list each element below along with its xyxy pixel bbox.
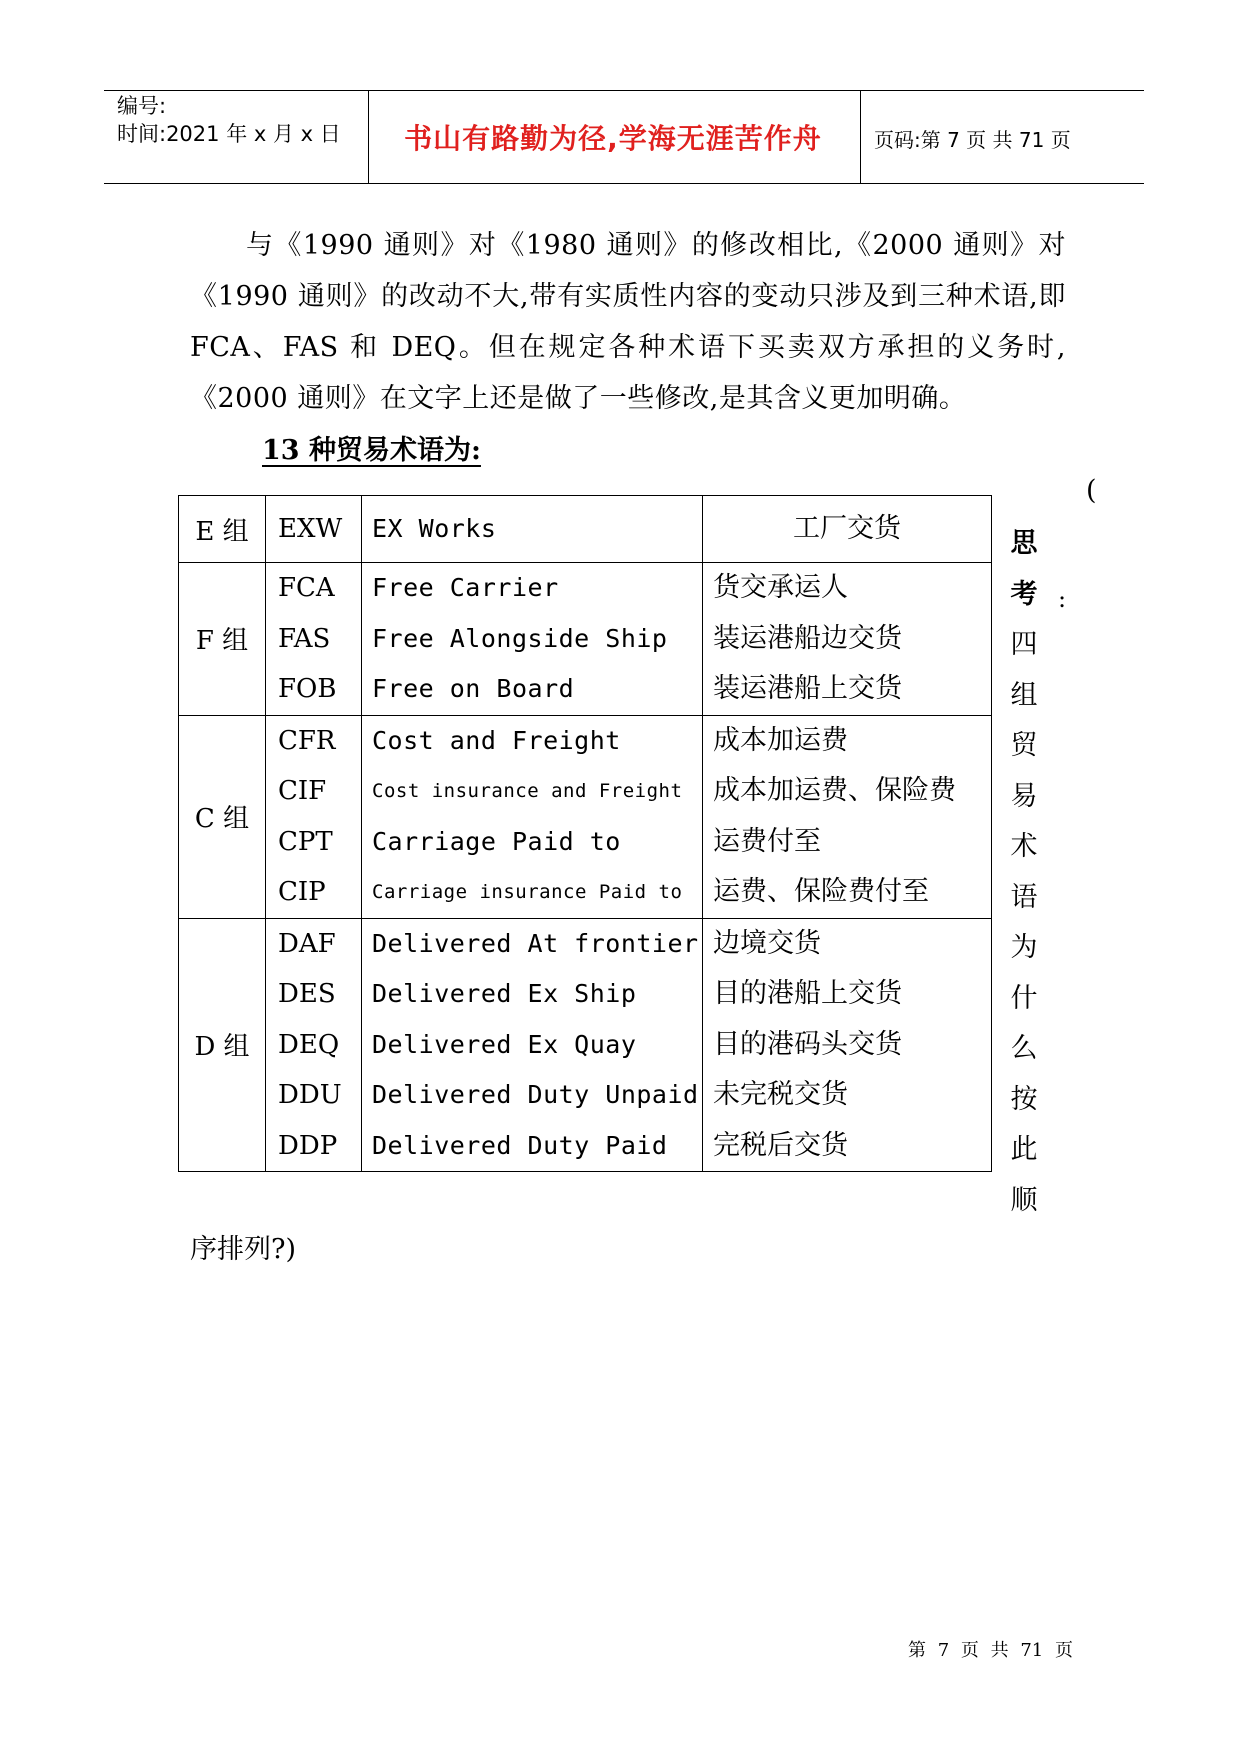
english-cell	[362, 563, 703, 716]
abbr-cell	[266, 563, 362, 716]
term-chinese: 目的港码头交货	[713, 1028, 902, 1060]
term-chinese: 运费付至	[713, 825, 821, 857]
abbr-cell	[266, 918, 362, 1172]
term-chinese: 目的港船上交货	[713, 978, 902, 1009]
term-abbr: FOB	[278, 674, 337, 704]
side-note-colon: :	[1058, 585, 1067, 613]
term-english: Cost and Freight	[372, 725, 621, 755]
term-english: Free on Board	[372, 674, 575, 703]
side-note-char: 此	[1010, 1134, 1038, 1165]
term-abbr: DDU	[278, 1080, 342, 1110]
term-english: Delivered Duty Unpaid	[372, 1080, 699, 1109]
term-chinese: 装运港船边交货	[713, 622, 902, 654]
term-chinese: 成本加运费、保险费	[713, 775, 956, 806]
side-note-tail: 序排列?)	[190, 1234, 297, 1265]
term-english: Delivered Duty Paid	[372, 1130, 668, 1160]
side-note-char: 为	[1010, 932, 1038, 963]
side-note-char: 语	[1010, 881, 1038, 913]
table-row-group-e	[179, 496, 992, 563]
term-english: Free Carrier	[372, 573, 559, 602]
term-english: EX Works	[372, 514, 497, 543]
header-page-label: 页码:第 7 页 共 71 页	[874, 128, 1071, 152]
term-chinese: 工厂交货	[793, 513, 901, 544]
table-row-group-f	[179, 563, 992, 716]
header-time-label: 时间:2021 年 x 月 x 日	[117, 122, 341, 146]
group-name-c: C 组	[179, 715, 266, 918]
term-chinese: 未完税交货	[713, 1079, 848, 1110]
table-row-group-d	[179, 918, 992, 1172]
term-chinese: 运费、保险费付至	[713, 876, 929, 907]
term-abbr: CPT	[278, 826, 333, 857]
term-abbr: CIF	[278, 776, 327, 806]
term-abbr: CFR	[278, 725, 336, 756]
side-note-char: 术	[1010, 831, 1038, 862]
side-note-char: 么	[1010, 1033, 1038, 1064]
header-top-rule	[104, 90, 1144, 91]
side-note-char: 易	[1010, 780, 1038, 812]
english-cell	[362, 918, 703, 1172]
side-note-char: 贸	[1010, 730, 1038, 761]
term-abbr: DDP	[278, 1130, 338, 1161]
term-abbr: EXW	[278, 514, 343, 544]
english-cell	[362, 715, 703, 918]
trade-terms-table	[178, 495, 992, 1172]
term-abbr: FCA	[278, 573, 335, 603]
term-abbr: DES	[278, 979, 336, 1009]
term-chinese: 货交承运人	[713, 572, 848, 603]
term-abbr: DEQ	[278, 1029, 340, 1060]
term-chinese: 边境交货	[713, 927, 821, 959]
term-english: Delivered Ex Ship	[372, 979, 637, 1008]
term-english: Delivered Ex Quay	[372, 1029, 637, 1059]
side-note-char: 按	[1010, 1083, 1038, 1115]
term-english: Carriage insurance Paid to	[372, 881, 683, 903]
chinese-cell	[703, 715, 992, 918]
abbr-cell	[266, 496, 362, 563]
side-note-open-paren: (	[1086, 475, 1097, 506]
header-motto: 书山有路勤为径,学海无涯苦作舟	[404, 122, 822, 155]
header-serial-label: 编号:	[117, 94, 167, 118]
header-bottom-rule	[104, 183, 1144, 184]
chinese-cell	[703, 918, 992, 1172]
term-abbr: DAF	[278, 928, 336, 959]
terms-subheading: 13 种贸易术语为:	[262, 435, 481, 466]
side-note-char: 四	[1010, 629, 1038, 660]
group-name-e: E 组	[179, 496, 266, 563]
term-abbr: CIP	[278, 877, 326, 907]
group-name-d: D 组	[179, 918, 266, 1172]
side-note-vertical	[1004, 519, 1044, 1226]
chinese-cell	[703, 496, 992, 563]
term-english: Free Alongside Ship	[372, 623, 668, 653]
intro-paragraph: 与《1990 通则》对《1980 通则》的修改相比,《2000 通则》对《1990 通则》的改动不大,带有实质性内容的变动只涉及到三种术语,即 FCA、FAS 和 DEQ。但在规定各种术语下买卖双方承担的义务时,《2000 通则》在文字上还是做了一些修改,是其含义更加明确。	[190, 230, 1066, 414]
side-note-char: 什	[1010, 982, 1038, 1014]
side-note-char: 思	[1010, 528, 1038, 559]
footer-page-number: 第 7 页 共 71 页	[908, 1640, 1073, 1661]
term-english: Carriage Paid to	[372, 826, 621, 856]
term-abbr: FAS	[278, 623, 331, 654]
side-note-char: 顺	[1010, 1184, 1038, 1216]
group-name-f: F 组	[179, 563, 266, 716]
term-chinese: 装运港船上交货	[713, 673, 902, 704]
english-cell	[362, 496, 703, 563]
term-english: Delivered At frontier	[372, 928, 699, 958]
table-row-group-c	[179, 715, 992, 918]
term-english: Cost insurance and Freight	[372, 780, 683, 802]
term-chinese: 完税后交货	[713, 1129, 848, 1161]
term-chinese: 成本加运费	[713, 724, 848, 756]
side-note-char: 考	[1010, 578, 1038, 610]
chinese-cell	[703, 563, 992, 716]
abbr-cell	[266, 715, 362, 918]
header-divider-right	[860, 90, 861, 184]
side-note-char: 组	[1010, 679, 1038, 711]
